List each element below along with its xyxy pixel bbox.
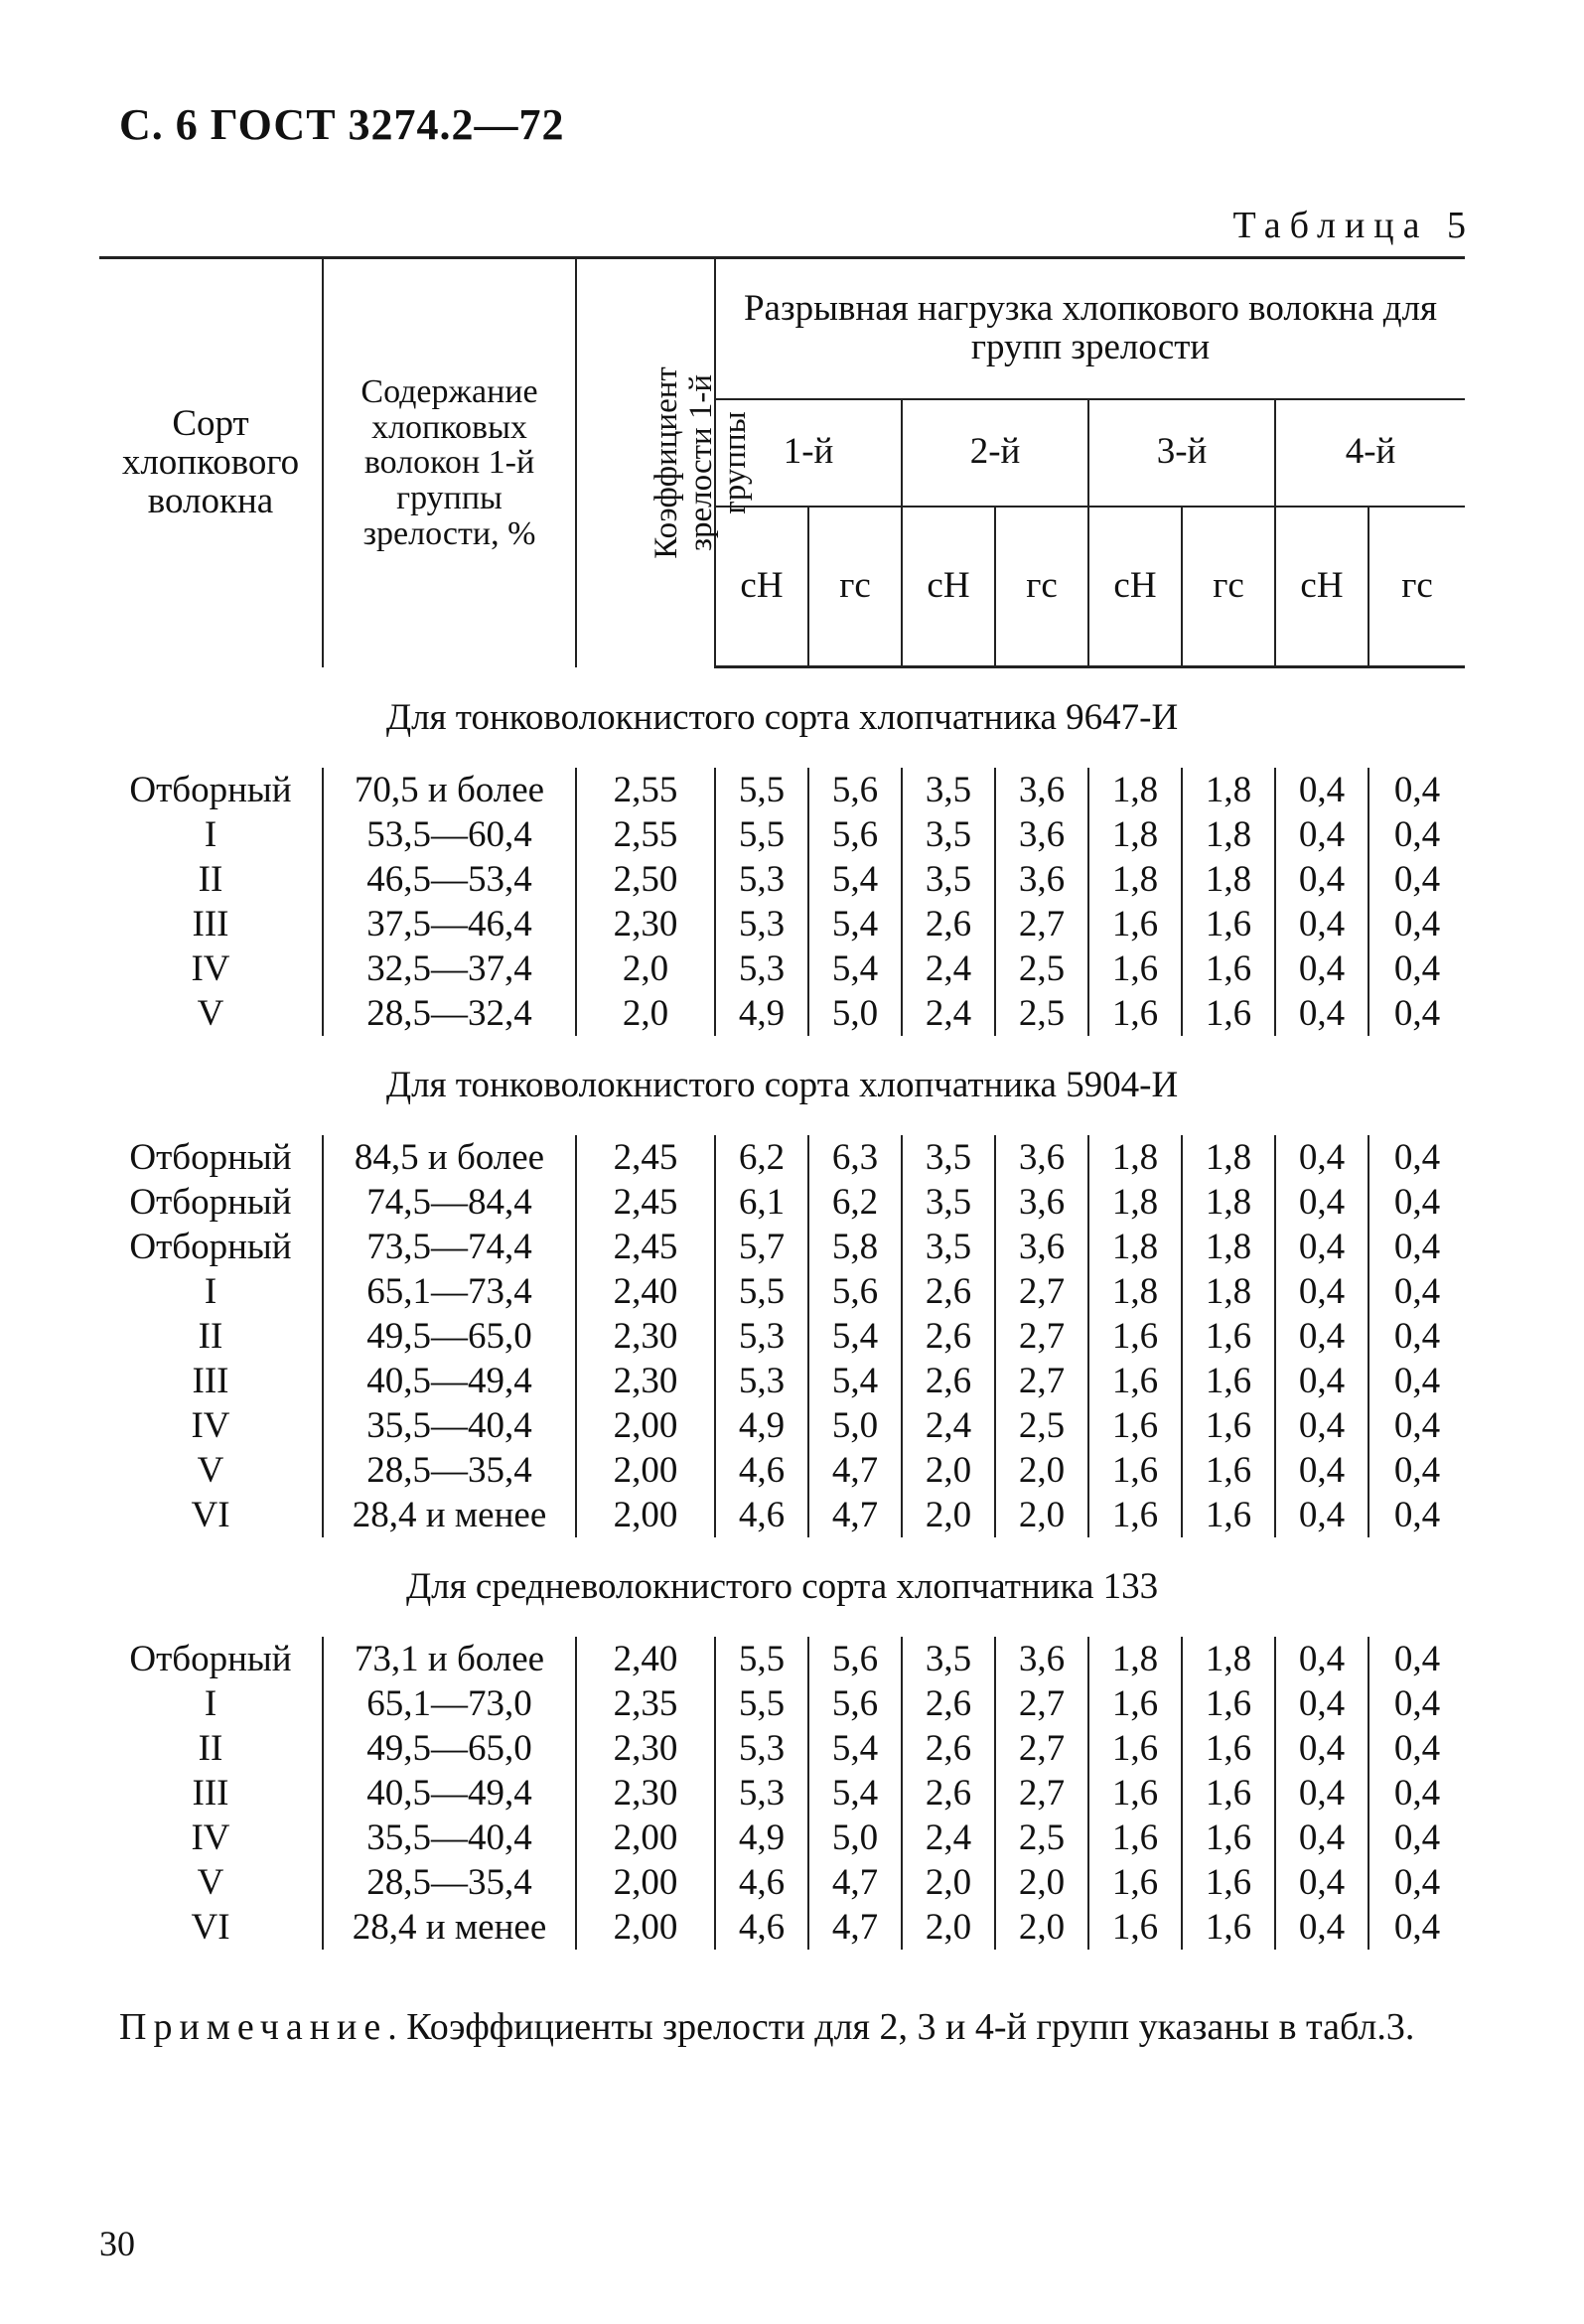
load-cell: 3,6 <box>995 857 1088 902</box>
note-label: Примечание <box>119 2006 388 2048</box>
coef-cell: 2,45 <box>576 1135 715 1180</box>
load-cell: 0,4 <box>1368 768 1465 812</box>
table-label: Таблица 5 <box>1232 205 1475 246</box>
load-cell: 0,4 <box>1368 1448 1465 1493</box>
group-header: 1-й <box>715 399 902 507</box>
load-cell: 1,8 <box>1182 1637 1275 1681</box>
load-cell: 3,5 <box>902 1637 995 1681</box>
sort-cell: IV <box>191 1405 230 1446</box>
load-cell: 1,6 <box>1182 991 1275 1036</box>
sort-cell: III <box>192 1773 229 1814</box>
load-cell: 5,4 <box>808 1314 902 1359</box>
table-row <box>99 1180 1465 1225</box>
load-cell: 2,4 <box>902 1816 995 1860</box>
load-cell: 1,6 <box>1182 1314 1275 1359</box>
table-row <box>99 1905 1465 1950</box>
content-cell: 40,5—49,4 <box>323 1771 576 1816</box>
coef-cell: 2,0 <box>576 946 715 991</box>
load-cell: 2,0 <box>902 1905 995 1950</box>
load-cell: 5,3 <box>715 857 808 902</box>
table-row <box>99 1448 1465 1493</box>
load-cell: 5,8 <box>808 1225 902 1269</box>
content-cell: 35,5—40,4 <box>323 1816 576 1860</box>
load-cell: 6,1 <box>715 1180 808 1225</box>
unit-header: сН <box>715 507 808 667</box>
load-cell: 5,0 <box>808 1403 902 1448</box>
load-cell: 0,4 <box>1368 946 1465 991</box>
load-cell: 3,6 <box>995 812 1088 857</box>
load-cell: 0,4 <box>1368 1359 1465 1403</box>
unit-header: гс <box>1182 507 1275 667</box>
load-cell: 2,6 <box>902 1314 995 1359</box>
load-cell: 1,6 <box>1182 1448 1275 1493</box>
sort-cell: Отборный <box>129 1182 292 1223</box>
load-cell: 2,7 <box>995 1314 1088 1359</box>
coef-cell: 2,00 <box>576 1448 715 1493</box>
load-cell: 5,6 <box>808 812 902 857</box>
col-header-content: Содержание хлопковых волокон 1-й группы зрелости, % <box>323 258 576 667</box>
load-cell: 1,6 <box>1182 1493 1275 1537</box>
coef-cell: 2,30 <box>576 902 715 946</box>
sort-cell: Отборный <box>129 1639 292 1679</box>
table-row <box>99 991 1465 1036</box>
content-cell: 28,4 и менее <box>323 1493 576 1537</box>
load-cell: 0,4 <box>1368 1403 1465 1448</box>
load-cell: 4,6 <box>715 1493 808 1537</box>
load-cell: 1,6 <box>1182 1681 1275 1726</box>
load-cell: 0,4 <box>1275 857 1368 902</box>
sort-cell: IV <box>191 1817 230 1858</box>
load-cell: 0,4 <box>1368 857 1465 902</box>
load-cell: 2,6 <box>902 902 995 946</box>
table-row <box>99 768 1465 812</box>
load-cell: 4,9 <box>715 991 808 1036</box>
load-cell: 2,6 <box>902 1359 995 1403</box>
load-cell: 1,6 <box>1182 902 1275 946</box>
load-cell: 0,4 <box>1368 1637 1465 1681</box>
load-cell: 0,4 <box>1275 1637 1368 1681</box>
load-cell: 0,4 <box>1368 1135 1465 1180</box>
content-cell: 70,5 и более <box>323 768 576 812</box>
coef-cell: 2,30 <box>576 1771 715 1816</box>
load-cell: 1,8 <box>1182 768 1275 812</box>
load-cell: 6,2 <box>715 1135 808 1180</box>
section-title: Для тонковолокнистого сорта хлопчатника 5904-И <box>385 1065 1179 1105</box>
coef-cell: 2,50 <box>576 857 715 902</box>
sort-cell: Отборный <box>129 1227 292 1267</box>
load-cell: 1,6 <box>1088 1905 1182 1950</box>
load-cell: 1,8 <box>1182 1135 1275 1180</box>
sort-cell: III <box>192 904 229 944</box>
table-row <box>99 1225 1465 1269</box>
load-cell: 4,9 <box>715 1816 808 1860</box>
unit-header: гс <box>1368 507 1465 667</box>
load-cell: 5,5 <box>715 1681 808 1726</box>
table-row <box>99 1314 1465 1359</box>
load-cell: 1,6 <box>1182 1726 1275 1771</box>
content-cell: 37,5—46,4 <box>323 902 576 946</box>
load-cell: 2,0 <box>995 1493 1088 1537</box>
load-cell: 1,6 <box>1088 946 1182 991</box>
col-header-sort: Сорт хлопкового волокна <box>99 258 323 667</box>
load-cell: 5,6 <box>808 1637 902 1681</box>
sort-cell: V <box>197 1862 224 1903</box>
coef-cell: 2,40 <box>576 1269 715 1314</box>
load-cell: 1,8 <box>1182 812 1275 857</box>
load-cell: 0,4 <box>1275 1448 1368 1493</box>
col-header-coef-label: Коэффициент зрелости 1-й группы <box>648 365 754 559</box>
table-row <box>99 1135 1465 1180</box>
load-cell: 3,5 <box>902 768 995 812</box>
section-title: Для средневолокнистого сорта хлопчатника 133 <box>405 1566 1159 1607</box>
load-cell: 2,5 <box>995 1403 1088 1448</box>
coef-cell: 2,30 <box>576 1726 715 1771</box>
table-body <box>99 667 1465 1951</box>
sort-cell: I <box>204 814 217 855</box>
load-cell: 0,4 <box>1368 1816 1465 1860</box>
load-cell: 5,4 <box>808 857 902 902</box>
content-cell: 28,5—35,4 <box>323 1448 576 1493</box>
unit-header: сН <box>1088 507 1182 667</box>
group-header: 2-й <box>902 399 1088 507</box>
load-cell: 0,4 <box>1275 946 1368 991</box>
load-cell: 1,6 <box>1182 1359 1275 1403</box>
load-cell: 2,6 <box>902 1771 995 1816</box>
table-row <box>99 1493 1465 1537</box>
load-cell: 1,6 <box>1088 1771 1182 1816</box>
load-cell: 1,6 <box>1182 1403 1275 1448</box>
load-cell: 5,3 <box>715 1771 808 1816</box>
load-cell: 2,6 <box>902 1269 995 1314</box>
content-cell: 53,5—60,4 <box>323 812 576 857</box>
load-cell: 0,4 <box>1275 768 1368 812</box>
coef-cell: 2,45 <box>576 1225 715 1269</box>
coef-cell: 2,35 <box>576 1681 715 1726</box>
load-cell: 1,6 <box>1088 991 1182 1036</box>
load-cell: 4,6 <box>715 1860 808 1905</box>
content-cell: 46,5—53,4 <box>323 857 576 902</box>
load-cell: 3,5 <box>902 857 995 902</box>
load-cell: 0,4 <box>1275 1681 1368 1726</box>
content-cell: 28,5—32,4 <box>323 991 576 1036</box>
load-cell: 1,6 <box>1182 1771 1275 1816</box>
coef-cell: 2,30 <box>576 1314 715 1359</box>
table-note <box>119 2004 1470 2052</box>
sort-cell: II <box>198 859 223 900</box>
load-cell: 5,3 <box>715 1359 808 1403</box>
load-cell: 0,4 <box>1275 812 1368 857</box>
load-cell: 0,4 <box>1368 1726 1465 1771</box>
group-header: 3-й <box>1088 399 1275 507</box>
load-cell: 4,7 <box>808 1448 902 1493</box>
content-cell: 84,5 и более <box>323 1135 576 1180</box>
load-cell: 1,6 <box>1088 1816 1182 1860</box>
content-cell: 65,1—73,0 <box>323 1681 576 1726</box>
table-row <box>99 1681 1465 1726</box>
load-cell: 2,7 <box>995 1359 1088 1403</box>
load-cell: 2,4 <box>902 946 995 991</box>
coef-cell: 2,00 <box>576 1860 715 1905</box>
coef-cell: 2,40 <box>576 1637 715 1681</box>
load-cell: 5,4 <box>808 1359 902 1403</box>
load-cell: 5,0 <box>808 991 902 1036</box>
col-header-coef <box>576 258 754 667</box>
load-cell: 4,6 <box>715 1905 808 1950</box>
coef-cell: 2,45 <box>576 1180 715 1225</box>
load-cell: 2,0 <box>995 1905 1088 1950</box>
coef-cell: 2,00 <box>576 1816 715 1860</box>
content-cell: 49,5—65,0 <box>323 1314 576 1359</box>
load-cell: 2,7 <box>995 1681 1088 1726</box>
load-cell: 1,6 <box>1182 946 1275 991</box>
load-cell: 1,6 <box>1088 1448 1182 1493</box>
load-cell: 1,8 <box>1088 812 1182 857</box>
table-row <box>99 1637 1465 1681</box>
unit-header: сН <box>902 507 995 667</box>
load-cell: 0,4 <box>1275 1816 1368 1860</box>
section-title-row <box>99 667 1465 769</box>
coef-cell: 2,0 <box>576 991 715 1036</box>
content-cell: 49,5—65,0 <box>323 1726 576 1771</box>
load-cell: 0,4 <box>1368 1314 1465 1359</box>
content-cell: 73,1 и более <box>323 1637 576 1681</box>
load-cell: 1,6 <box>1088 1403 1182 1448</box>
load-cell: 5,4 <box>808 946 902 991</box>
load-cell: 6,2 <box>808 1180 902 1225</box>
load-cell: 3,5 <box>902 1180 995 1225</box>
table-row <box>99 812 1465 857</box>
load-cell: 0,4 <box>1368 902 1465 946</box>
load-cell: 0,4 <box>1275 1726 1368 1771</box>
load-cell: 2,0 <box>995 1860 1088 1905</box>
load-cell: 4,7 <box>808 1493 902 1537</box>
load-cell: 3,5 <box>902 1225 995 1269</box>
load-cell: 0,4 <box>1275 1860 1368 1905</box>
load-cell: 0,4 <box>1275 902 1368 946</box>
load-cell: 2,0 <box>902 1493 995 1537</box>
table-row <box>99 1771 1465 1816</box>
load-cell: 1,8 <box>1088 1225 1182 1269</box>
sort-cell: III <box>192 1361 229 1401</box>
coef-cell: 2,00 <box>576 1493 715 1537</box>
load-cell: 0,4 <box>1275 1403 1368 1448</box>
content-cell: 73,5—74,4 <box>323 1225 576 1269</box>
table-row <box>99 1359 1465 1403</box>
content-cell: 40,5—49,4 <box>323 1359 576 1403</box>
load-cell: 1,6 <box>1088 1681 1182 1726</box>
content-cell: 28,5—35,4 <box>323 1860 576 1905</box>
load-cell: 0,4 <box>1368 1771 1465 1816</box>
sort-cell: V <box>197 993 224 1034</box>
sort-cell: I <box>204 1271 217 1312</box>
coef-cell: 2,00 <box>576 1403 715 1448</box>
load-cell: 2,4 <box>902 991 995 1036</box>
load-cell: 3,6 <box>995 1180 1088 1225</box>
load-cell: 1,8 <box>1088 1637 1182 1681</box>
load-cell: 5,3 <box>715 946 808 991</box>
load-cell: 2,7 <box>995 1726 1088 1771</box>
load-cell: 1,8 <box>1088 1180 1182 1225</box>
load-cell: 2,7 <box>995 1771 1088 1816</box>
content-cell: 32,5—37,4 <box>323 946 576 991</box>
group-header: 4-й <box>1275 399 1465 507</box>
load-cell: 2,6 <box>902 1726 995 1771</box>
load-cell: 1,8 <box>1182 857 1275 902</box>
load-cell: 4,7 <box>808 1905 902 1950</box>
load-cell: 4,6 <box>715 1448 808 1493</box>
load-cell: 5,4 <box>808 902 902 946</box>
load-cell: 1,8 <box>1088 1135 1182 1180</box>
load-cell: 5,4 <box>808 1771 902 1816</box>
load-cell: 2,5 <box>995 1816 1088 1860</box>
load-cell: 5,6 <box>808 1681 902 1726</box>
sort-cell: II <box>198 1728 223 1769</box>
load-cell: 3,6 <box>995 768 1088 812</box>
sort-cell: Отборный <box>129 1137 292 1178</box>
load-cell: 0,4 <box>1275 1180 1368 1225</box>
section-title-row <box>99 1537 1465 1637</box>
table-row <box>99 1860 1465 1905</box>
load-cell: 2,5 <box>995 991 1088 1036</box>
col-header-load: Разрывная нагрузка хлопкового волокна для групп зрелости <box>715 258 1465 399</box>
load-cell: 1,6 <box>1088 1359 1182 1403</box>
content-cell: 65,1—73,4 <box>323 1269 576 1314</box>
load-cell: 2,7 <box>995 1269 1088 1314</box>
table-row <box>99 1726 1465 1771</box>
sort-cell: II <box>198 1316 223 1357</box>
load-cell: 0,4 <box>1275 1269 1368 1314</box>
load-cell: 0,4 <box>1275 1225 1368 1269</box>
load-cell: 2,0 <box>995 1448 1088 1493</box>
load-cell: 1,6 <box>1182 1860 1275 1905</box>
load-cell: 1,6 <box>1088 1860 1182 1905</box>
load-cell: 1,6 <box>1088 902 1182 946</box>
table-row <box>99 1269 1465 1314</box>
load-cell: 1,6 <box>1182 1905 1275 1950</box>
sort-cell: IV <box>191 948 230 989</box>
load-cell: 5,5 <box>715 1269 808 1314</box>
content-cell: 28,4 и менее <box>323 1905 576 1950</box>
load-cell: 5,3 <box>715 1314 808 1359</box>
load-cell: 2,4 <box>902 1403 995 1448</box>
load-cell: 5,5 <box>715 768 808 812</box>
load-cell: 1,8 <box>1088 857 1182 902</box>
load-cell: 1,6 <box>1182 1816 1275 1860</box>
load-cell: 0,4 <box>1275 1135 1368 1180</box>
load-cell: 6,3 <box>808 1135 902 1180</box>
coef-cell: 2,55 <box>576 768 715 812</box>
load-cell: 0,4 <box>1275 1905 1368 1950</box>
load-cell: 1,8 <box>1088 1269 1182 1314</box>
load-cell: 0,4 <box>1275 1493 1368 1537</box>
section-title-row <box>99 1036 1465 1135</box>
load-cell: 5,5 <box>715 812 808 857</box>
load-cell: 3,6 <box>995 1637 1088 1681</box>
load-cell: 4,9 <box>715 1403 808 1448</box>
load-cell: 0,4 <box>1368 812 1465 857</box>
load-cell: 0,4 <box>1275 1314 1368 1359</box>
load-cell: 3,6 <box>995 1135 1088 1180</box>
load-cell: 3,5 <box>902 1135 995 1180</box>
sort-cell: I <box>204 1683 217 1724</box>
load-cell: 0,4 <box>1275 1771 1368 1816</box>
load-cell: 0,4 <box>1275 991 1368 1036</box>
content-cell: 74,5—84,4 <box>323 1180 576 1225</box>
load-cell: 5,6 <box>808 768 902 812</box>
load-cell: 2,6 <box>902 1681 995 1726</box>
unit-header: гс <box>995 507 1088 667</box>
table-row <box>99 902 1465 946</box>
unit-header: гс <box>808 507 902 667</box>
load-cell: 1,8 <box>1088 768 1182 812</box>
load-cell: 1,6 <box>1088 1726 1182 1771</box>
table-row <box>99 1816 1465 1860</box>
load-cell: 3,6 <box>995 1225 1088 1269</box>
load-cell: 1,6 <box>1088 1493 1182 1537</box>
page-number: 30 <box>99 2224 135 2263</box>
table-container <box>99 256 1465 1950</box>
load-cell: 0,4 <box>1368 1860 1465 1905</box>
table-row <box>99 1403 1465 1448</box>
load-cell: 5,7 <box>715 1225 808 1269</box>
load-cell: 0,4 <box>1368 991 1465 1036</box>
load-cell: 5,3 <box>715 1726 808 1771</box>
load-cell: 5,0 <box>808 1816 902 1860</box>
coef-cell: 2,55 <box>576 812 715 857</box>
load-cell: 5,5 <box>715 1637 808 1681</box>
load-cell: 5,3 <box>715 902 808 946</box>
sort-cell: VI <box>191 1907 230 1948</box>
load-cell: 1,8 <box>1182 1225 1275 1269</box>
section-title: Для тонковолокнистого сорта хлопчатника 9647-И <box>385 697 1179 738</box>
load-cell: 0,4 <box>1368 1493 1465 1537</box>
coef-cell: 2,30 <box>576 1359 715 1403</box>
load-cell: 1,6 <box>1088 1314 1182 1359</box>
load-cell: 2,5 <box>995 946 1088 991</box>
table-row <box>99 857 1465 902</box>
coef-cell: 2,00 <box>576 1905 715 1950</box>
content-cell: 35,5—40,4 <box>323 1403 576 1448</box>
load-cell: 0,4 <box>1368 1225 1465 1269</box>
table-header <box>99 258 1465 667</box>
load-cell: 0,4 <box>1368 1905 1465 1950</box>
load-cell: 3,5 <box>902 812 995 857</box>
load-cell: 2,7 <box>995 902 1088 946</box>
data-table <box>99 256 1465 1950</box>
sort-cell: Отборный <box>129 770 292 810</box>
load-cell: 5,4 <box>808 1726 902 1771</box>
load-cell: 2,0 <box>902 1448 995 1493</box>
sort-cell: V <box>197 1450 224 1491</box>
load-cell: 1,8 <box>1182 1269 1275 1314</box>
table-row <box>99 946 1465 991</box>
sort-cell: VI <box>191 1495 230 1535</box>
unit-header: сН <box>1275 507 1368 667</box>
load-cell: 0,4 <box>1368 1269 1465 1314</box>
load-cell: 5,6 <box>808 1269 902 1314</box>
load-cell: 0,4 <box>1275 1359 1368 1403</box>
load-cell: 0,4 <box>1368 1681 1465 1726</box>
note-text: . Коэффициенты зрелости для 2, 3 и 4-й групп указаны в табл.3. <box>387 2006 1415 2048</box>
load-cell: 0,4 <box>1368 1180 1465 1225</box>
load-cell: 4,7 <box>808 1860 902 1905</box>
page-header: С. 6 ГОСТ 3274.2—72 <box>119 100 565 149</box>
load-cell: 2,0 <box>902 1860 995 1905</box>
load-cell: 1,8 <box>1182 1180 1275 1225</box>
